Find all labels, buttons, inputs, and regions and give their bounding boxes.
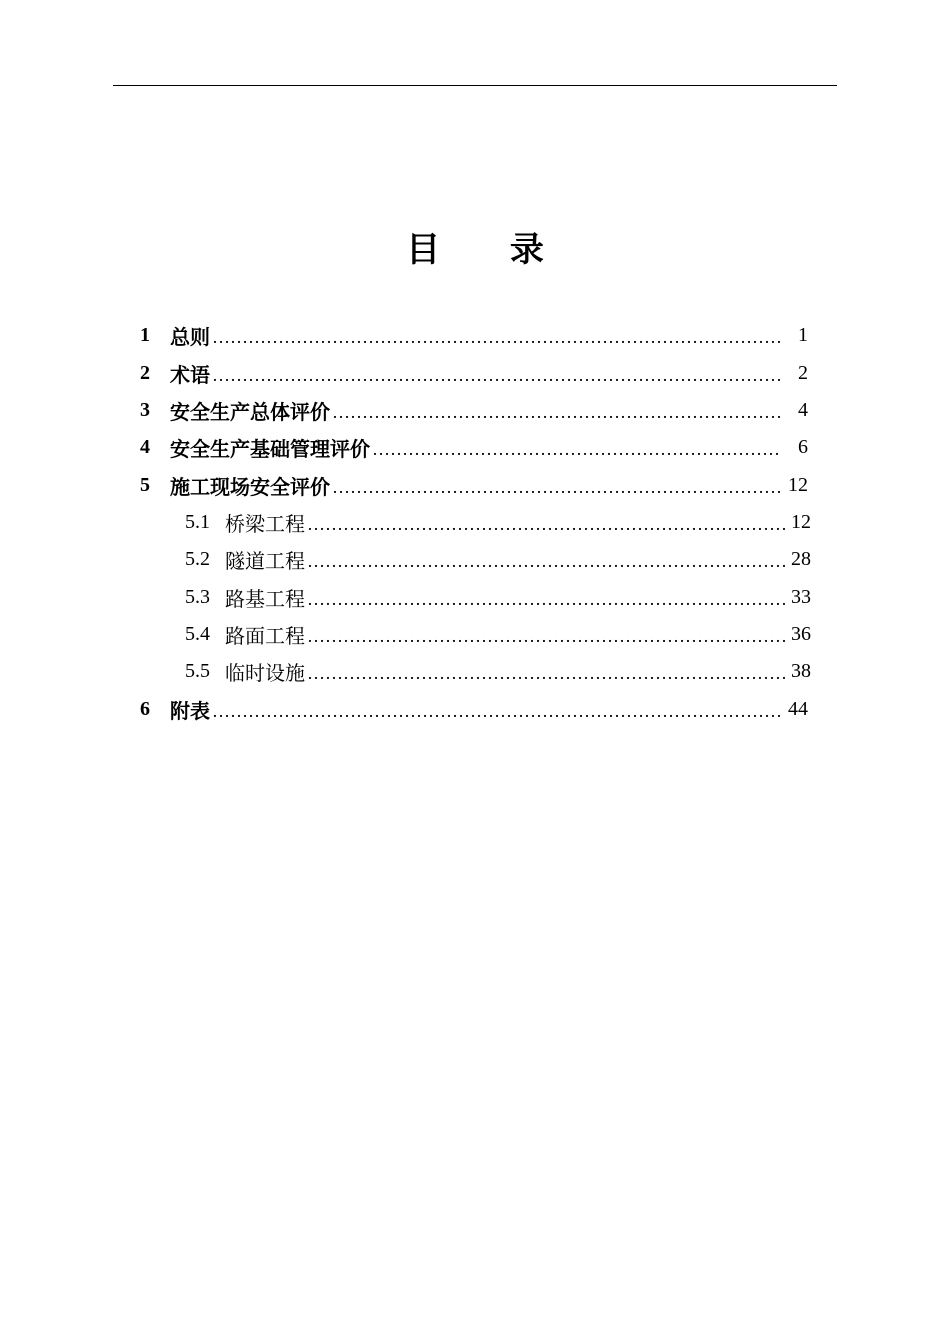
toc-entry-5-1[interactable] <box>185 507 811 537</box>
toc-entry-page: 1 <box>798 323 808 346</box>
toc-entry-page: 12 <box>788 473 808 496</box>
toc-dot-leader <box>212 365 782 386</box>
toc-entry-page: 28 <box>791 547 811 570</box>
toc-entry-label: 路基工程 <box>225 588 305 611</box>
toc-entry-5-5[interactable] <box>185 656 811 686</box>
toc-entry-number: 6 <box>140 697 150 720</box>
toc-dot-leader <box>307 514 785 535</box>
toc-entry-label: 术语 <box>170 364 210 387</box>
toc-entry-page: 6 <box>798 435 808 458</box>
toc-entry-4[interactable] <box>140 432 808 462</box>
toc-entry-label: 安全生产总体评价 <box>170 401 330 424</box>
toc-dot-leader <box>332 477 782 498</box>
toc-entry-label: 隧道工程 <box>225 550 305 573</box>
toc-entry-page: 38 <box>791 659 811 682</box>
toc-entry-label: 桥梁工程 <box>225 513 305 536</box>
toc-entry-label: 施工现场安全评价 <box>170 476 330 499</box>
header-rule <box>113 85 837 86</box>
toc-entry-number: 5.2 <box>185 547 210 570</box>
toc-dot-leader <box>307 663 785 684</box>
toc-entry-5[interactable] <box>140 470 808 500</box>
toc-entry-1[interactable] <box>140 320 808 350</box>
toc-dot-leader <box>307 551 785 572</box>
toc-entry-page: 44 <box>788 697 808 720</box>
toc-entry-label: 安全生产基础管理评价 <box>170 438 370 461</box>
toc-entry-label: 临时设施 <box>225 662 305 685</box>
toc-entry-number: 5 <box>140 473 150 496</box>
toc-dot-leader <box>307 626 785 647</box>
toc-entry-number: 5.5 <box>185 659 210 682</box>
toc-entry-2[interactable] <box>140 358 808 388</box>
toc-entry-number: 1 <box>140 323 150 346</box>
toc-dot-leader <box>307 589 785 610</box>
toc-dot-leader <box>332 402 782 423</box>
toc-entry-number: 5.1 <box>185 510 210 533</box>
toc-entry-number: 2 <box>140 361 150 384</box>
toc-entry-label: 总则 <box>170 326 210 349</box>
toc-entry-5-2[interactable] <box>185 544 811 574</box>
toc-entry-number: 4 <box>140 435 150 458</box>
toc-entry-5-4[interactable] <box>185 619 811 649</box>
toc-entry-6[interactable] <box>140 694 808 724</box>
toc-entry-number: 5.3 <box>185 585 210 608</box>
toc-dot-leader <box>212 327 782 348</box>
toc-entry-page: 12 <box>791 510 811 533</box>
toc-entry-label: 路面工程 <box>225 625 305 648</box>
toc-dot-leader <box>212 701 782 722</box>
toc-entry-3[interactable] <box>140 395 808 425</box>
toc-entry-page: 33 <box>791 585 811 608</box>
toc-entry-5-3[interactable] <box>185 582 811 612</box>
toc-entry-page: 4 <box>798 398 808 421</box>
toc-entry-page: 2 <box>798 361 808 384</box>
toc-entry-label: 附表 <box>170 700 210 723</box>
toc-entry-page: 36 <box>791 622 811 645</box>
page-title: 目 录 <box>406 232 575 269</box>
toc-entry-number: 5.4 <box>185 622 210 645</box>
toc-entry-number: 3 <box>140 398 150 421</box>
toc-dot-leader <box>372 439 782 460</box>
